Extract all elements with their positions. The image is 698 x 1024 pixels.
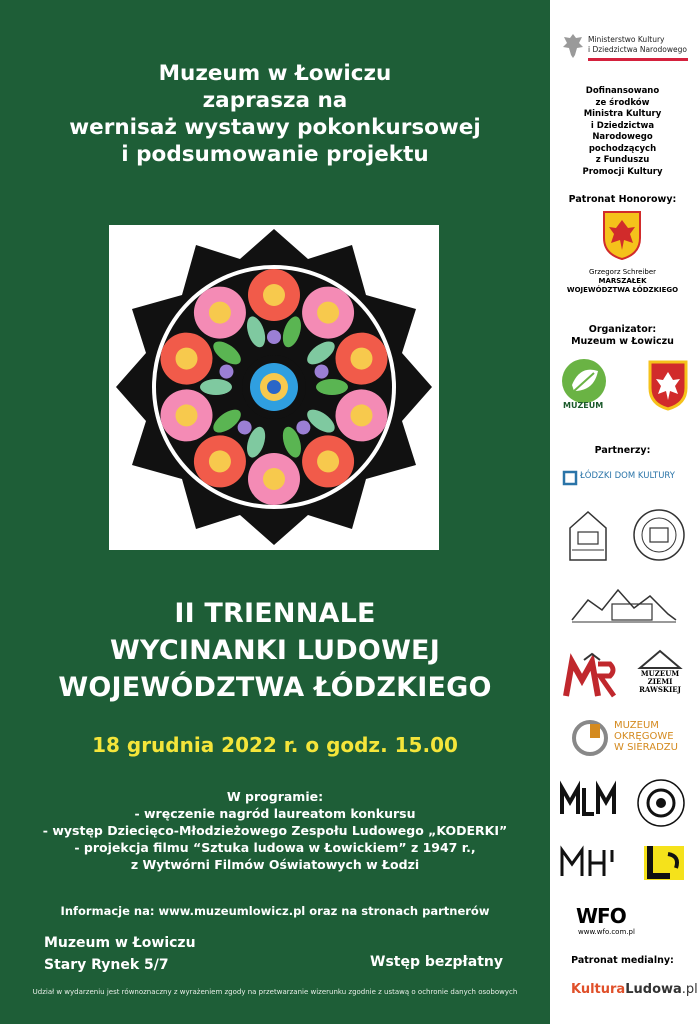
invitation-heading (0, 60, 550, 168)
funding-line: Dofinansowano (585, 86, 660, 96)
program-item: z Wytwórni Filmów Oświatowych w Łodzi (130, 857, 420, 872)
lowicz-crest-icon (648, 360, 688, 410)
muzeum-mlm-logo (560, 782, 626, 818)
program-item: - wręczenie nagród laureatom konkursu (134, 806, 416, 821)
building-icon (636, 648, 684, 670)
program-item: - projekcja filmu “Sztuka ludowa w Łowickiem” z 1947 r., (74, 840, 476, 855)
funding-line: Promocji Kultury (582, 166, 663, 177)
wfo-logo (576, 904, 686, 938)
ring-icon (570, 718, 610, 758)
muzeum-piotrkow-logo (632, 508, 686, 562)
venue-block (44, 932, 196, 976)
muzeum-ziemi-rawskiej-logo (636, 648, 684, 698)
papercut-artwork (109, 225, 439, 550)
muzeum-okregowe-sieradz-logo (570, 716, 690, 762)
eagle-icon (562, 33, 584, 59)
papercut-image (109, 225, 439, 550)
info-line: Informacje na: www.muzeumlowicz.pl oraz na stronach partnerów (60, 904, 490, 918)
venue-address: Stary Rynek 5/7 (44, 957, 169, 973)
heading-line: wernisaż wystawy pokonkursowej (69, 115, 481, 140)
ministry-line: i Dziedzictwa Narodowego (588, 44, 687, 54)
media-heading: Patronat medialny: (571, 955, 674, 966)
kultura-ludowa-logo (571, 982, 698, 1002)
funding-note (550, 86, 695, 178)
organizer-line: Muzeum w Łowiczu (571, 335, 674, 347)
muzeum-zgierz-logo (636, 778, 686, 828)
muzeum-brzeziny-logo (568, 580, 680, 630)
mzs-text (614, 720, 678, 753)
funding-line: i Dziedzictwa (590, 120, 655, 131)
muzeum-regionalne-opoczno-logo (566, 508, 610, 564)
ministry-logo (562, 33, 690, 61)
marshal-line: WOJEWÓDZTWA ŁÓDZKIEGO (566, 286, 679, 294)
mzs-line: OKRĘGOWE (614, 731, 674, 742)
ldk-name: ŁÓDZKI DOM KULTURY (580, 471, 675, 481)
rawska-line: RAWSKIEJ (639, 685, 681, 694)
rawska-text (636, 670, 684, 694)
event-title-line: II TRIENNALE (174, 598, 376, 629)
organizer-heading (550, 324, 695, 347)
pl-suffix: .pl (681, 982, 698, 997)
mr-logo (562, 652, 618, 698)
mzs-line: MUZEUM (614, 720, 659, 731)
muzeum-historyczne-skierniewice-logo (560, 846, 622, 884)
marshal-credit (550, 268, 695, 295)
heading-line: i podsumowanie projektu (121, 142, 429, 167)
program-heading: W programie: (226, 789, 324, 804)
funding-line: pochodzących (588, 143, 657, 154)
program-list (0, 788, 550, 873)
wfo-mark: WFO (576, 904, 626, 928)
lodzki-dom-kultury-logo (563, 470, 688, 488)
ministry-line: Ministerstwo Kultury (588, 35, 665, 44)
venue-name: Muzeum w Łowiczu (44, 935, 196, 951)
muzeum-lowicz-l-logo (640, 842, 688, 884)
free-entry: Wstęp bezpłatny (370, 954, 503, 970)
ludowa-word: Ludowa (625, 982, 682, 997)
rawska-line: MUZEUM (640, 669, 680, 678)
muzeum-lowicz-logo (560, 357, 618, 415)
event-date: 18 grudnia 2022 r. o godz. 15.00 (92, 733, 458, 757)
lodz-voivodeship-crest-icon (602, 210, 642, 260)
wfo-url: www.wfo.com.pl (578, 928, 635, 936)
kultura-word: Kultura (571, 982, 626, 997)
heading-line: Muzeum w Łowiczu (158, 61, 392, 86)
funding-line: Ministra Kultury (583, 109, 662, 119)
heading-line: zaprasza na (202, 88, 348, 113)
partners-heading: Partnerzy: (594, 445, 651, 456)
gdpr-notice: Udział w wydarzeniu jest równoznaczny z wyrażeniem zgody na przetwarzanie wizerunku zgodnie z ustawą o ochronie danych osobowych (32, 988, 518, 996)
event-title (0, 595, 550, 706)
funding-line: ze środków (595, 97, 650, 108)
honorary-heading: Patronat Honorowy: (568, 194, 677, 205)
event-title-line: WOJEWÓDZTWA ŁÓDZKIEGO (58, 672, 492, 703)
organizer-line: Organizator: (588, 324, 657, 335)
flag-stripe (588, 58, 688, 61)
rawska-line: ZIEMI (647, 677, 673, 686)
funding-line: z Funduszu (595, 155, 650, 165)
marshal-line: Grzegorz Schreiber (588, 268, 657, 276)
program-item: - występ Dziecięco-Młodzieżowego Zespołu Ludowego „KODERKI” (42, 823, 508, 838)
marshal-line: MARSZAŁEK (598, 277, 647, 285)
funding-line: Narodowego (592, 132, 653, 142)
mzs-line: W SIERADZU (614, 742, 678, 753)
ldk-square-icon (563, 471, 577, 485)
muzeum-logo-text: MUZEUM (563, 401, 604, 410)
event-title-line: WYCINANKI LUDOWEJ (110, 635, 440, 666)
